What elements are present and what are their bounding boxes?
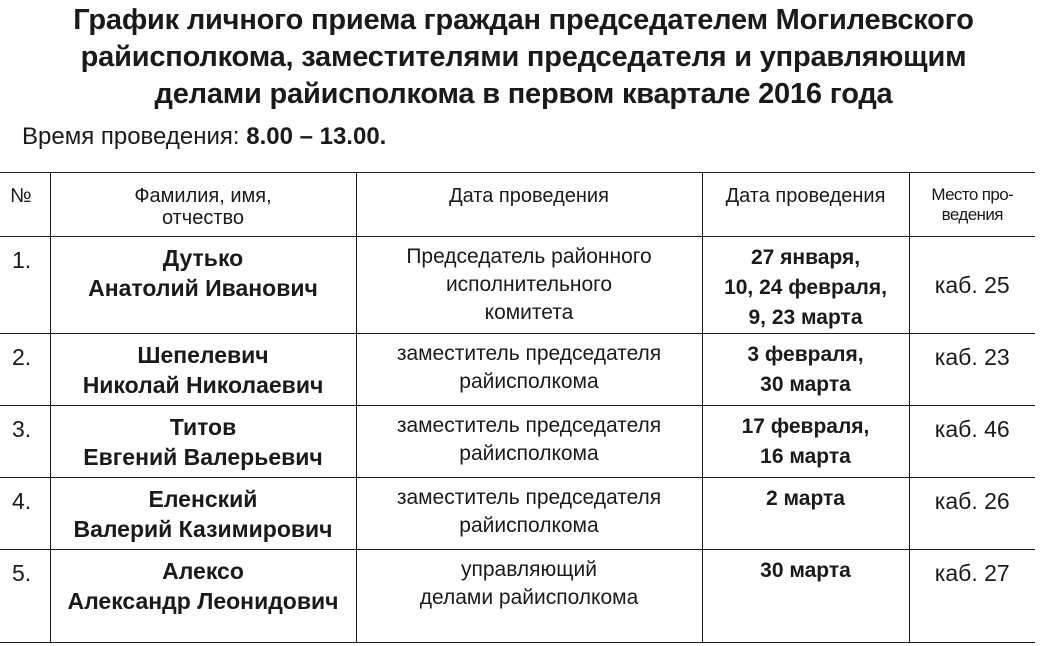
person-name [50, 237, 356, 334]
title-line-2: райисполкома, заместителями председателя и управляющим [80, 41, 967, 73]
person-surname: Еленский [148, 486, 258, 512]
position-line: заместитель председателя [396, 414, 662, 437]
table-row [0, 334, 1035, 406]
date-line: 27 января, [750, 246, 861, 269]
person-given-name: Александр Леонидович [67, 588, 339, 614]
position-line: делами райисполкома [419, 586, 639, 609]
header-name [50, 173, 356, 237]
person-name [50, 478, 356, 550]
person-name [50, 334, 356, 406]
person-position [356, 237, 702, 334]
header-name-line-1: Фамилия, имя, [134, 185, 272, 207]
table-row [0, 478, 1035, 550]
date-line: 16 марта [760, 445, 851, 468]
person-surname: Титов [169, 414, 237, 440]
table-row [0, 237, 1035, 334]
reception-dates [702, 334, 909, 406]
position-line: Председатель районного [406, 245, 652, 268]
person-name [50, 406, 356, 478]
date-line: 30 марта [760, 373, 851, 396]
position-line: заместитель председателя [396, 486, 662, 509]
header-date: Дата проведения [702, 173, 909, 237]
reception-time-value: 8.00 – 13.00. [246, 123, 387, 150]
room-number: каб. 23 [909, 334, 1035, 406]
date-line: 17 февраля, [741, 415, 870, 438]
person-surname: Алексо [162, 558, 244, 584]
reception-dates [702, 550, 909, 643]
table-header-row [0, 173, 1035, 237]
row-number: 4. [0, 478, 50, 550]
room-number: каб. 26 [909, 478, 1035, 550]
reception-dates [702, 406, 909, 478]
person-position [356, 334, 702, 406]
reception-dates [702, 237, 909, 334]
position-line: управляющий [460, 558, 598, 581]
position-line: заместитель председателя [396, 342, 662, 365]
person-position [356, 550, 702, 643]
header-room-line-1: Место про- [931, 185, 1014, 204]
date-line: 9, 23 марта [748, 306, 863, 329]
row-number: 2. [0, 334, 50, 406]
person-given-name: Николай Николаевич [82, 372, 324, 398]
table-row [0, 550, 1035, 643]
header-room [909, 173, 1035, 237]
person-given-name: Евгений Валерьевич [83, 444, 323, 470]
table-row [0, 406, 1035, 478]
person-name [50, 550, 356, 643]
date-line: 2 марта [766, 487, 845, 510]
room-number: каб. 46 [909, 406, 1035, 478]
title-line-1: График личного приема граждан председателем Могилевского [73, 4, 974, 36]
room-number: каб. 27 [909, 550, 1035, 643]
row-number: 1. [0, 237, 50, 334]
position-line: райисполкома [459, 370, 599, 393]
reception-time [22, 122, 386, 152]
person-surname: Шепелевич [137, 342, 269, 368]
date-line: 3 февраля, [747, 343, 864, 366]
person-given-name: Анатолий Иванович [88, 275, 318, 301]
document-title [0, 2, 1047, 113]
header-number: № [0, 173, 50, 237]
person-surname: Дутько [162, 245, 244, 271]
header-position: Дата проведения [356, 173, 702, 237]
person-position [356, 478, 702, 550]
position-line: райисполкома [459, 514, 599, 537]
row-number: 3. [0, 406, 50, 478]
person-position [356, 406, 702, 478]
header-room-line-2: ведения [941, 205, 1003, 224]
date-line: 10, 24 февраля, [724, 276, 887, 299]
schedule-table [0, 172, 1035, 643]
date-line: 30 марта [760, 559, 851, 582]
position-line: райисполкома [459, 442, 599, 465]
position-line: комитета [484, 301, 574, 324]
room-number: каб. 25 [909, 237, 1035, 334]
reception-time-label: Время проведения: [22, 123, 240, 150]
row-number: 5. [0, 550, 50, 643]
title-line-3: делами райисполкома в первом квартале 2016 года [154, 78, 893, 110]
reception-dates [702, 478, 909, 550]
person-given-name: Валерий Казимирович [73, 516, 333, 542]
position-line: исполнительного [445, 273, 613, 296]
header-name-line-2: отчество [161, 207, 245, 229]
